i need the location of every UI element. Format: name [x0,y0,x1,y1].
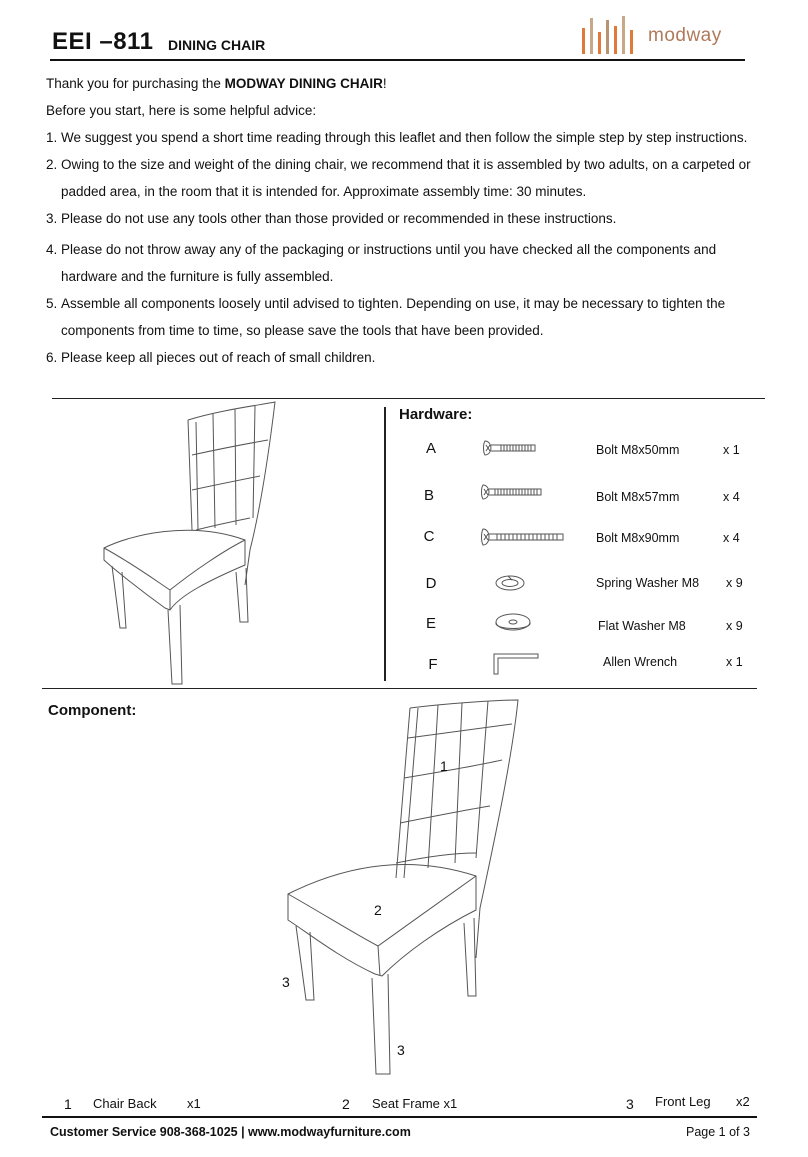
chair-illustration-icon [100,400,280,690]
hardware-letter: C [423,528,435,545]
part-name: Chair Back [93,1096,157,1111]
thanks-line [46,70,766,97]
advice-number: 2. [46,157,58,172]
footer-rule [42,1116,757,1118]
advice-item [46,205,766,232]
part-number: 3 [626,1096,634,1112]
advice-text: Owing to the size and weight of the dining chair, we recommend that it is assembled by two adults, on a carpeted or padded area, in the room that it is intended for. Approximate assembly time: 30 minutes. [61,157,751,199]
thanks-prefix: Thank you for purchasing the [46,76,225,91]
logo-bar [582,28,585,54]
hardware-qty: x 1 [726,655,743,669]
advice-text: Please do not use any tools other than those provided or recommended in these instructions. [61,211,617,226]
page-number: Page 1 of 3 [686,1125,750,1139]
callout-back: 1 [440,758,448,774]
thanks-bold: MODWAY DINING CHAIR [224,76,383,91]
hardware-name: Allen Wrench [603,655,678,669]
part-qty: x1 [187,1096,201,1111]
advice-item [46,290,766,344]
logo-bar [598,32,601,54]
advice-line: Before you start, here is some helpful advice: [46,103,317,118]
hardware-letter: B [423,487,434,504]
hardware-qty: x 9 [726,619,743,633]
hardware-name: Flat Washer M8 [598,619,686,633]
part-number: 1 [64,1096,72,1112]
hardware-title: Hardware: [399,406,473,423]
part-qty: x2 [736,1094,750,1109]
advice-text: Please keep all pieces out of reach of small children. [61,350,376,365]
model-number: EEI –811 [52,28,154,55]
hardware-qty: x 4 [723,531,740,545]
advice-item [46,151,766,205]
advice-item [46,344,766,371]
advice-number: 4. [46,242,58,257]
callout-leg: 3 [282,974,290,990]
component-title: Component: [48,702,137,719]
advice-number: 1. [46,130,58,145]
advice-item [46,124,766,151]
hardware-name: Spring Washer M8 [596,576,700,590]
logo-bar [622,16,625,54]
customer-service: Customer Service 908-368-1025 | www.modwayfurniture.com [50,1125,411,1139]
bolt-medium-icon [481,483,547,501]
header-rule [50,59,745,61]
hardware-name: Bolt M8x50mm [596,443,680,457]
thanks-suffix: ! [382,76,387,91]
callout-seat: 2 [374,902,382,918]
hardware-qty: x 1 [723,443,740,457]
logo-bar [614,26,617,54]
hardware-letter: A [425,440,436,457]
intro-section [46,70,766,371]
hardware-letter: F [428,656,438,673]
hardware-qty: x 4 [723,490,740,504]
advice-number: 6. [46,350,58,365]
flat-washer-icon [493,612,533,634]
logo-bar [590,18,593,54]
logo-bar [630,30,633,54]
hardware-letter: E [425,615,436,632]
part-name: Seat Frame x1 [372,1096,458,1111]
part-number: 2 [342,1096,350,1112]
advice-text: Assemble all components loosely until advised to tighten. Depending on use, it may be necessary to tighten the components from time to time, so please save the tools that have been provided. [61,296,726,338]
hardware-name: Bolt M8x57mm [596,490,680,504]
hardware-letter: D [425,575,437,592]
advice-item [46,236,766,290]
hardware-qty: x 9 [726,576,743,590]
hardware-divider [384,407,386,681]
callout-leg: 3 [397,1042,405,1058]
allen-wrench-icon [488,650,542,678]
advice-text: Please do not throw away any of the packaging or instructions until you have checked all the components and hardware and the furniture is fully assembled. [61,242,717,284]
bolt-short-icon [483,439,543,457]
advice-text: We suggest you spend a short time reading through this leaflet and then follow the simple step by step instructions. [61,130,748,145]
hardware-name: Bolt M8x90mm [596,531,680,545]
part-name: Front Leg [655,1094,711,1109]
brand-name: modway [648,25,722,46]
document-title: DINING CHAIR [168,37,266,53]
spring-washer-icon [494,573,528,593]
advice-number: 3. [46,211,58,226]
advice-number: 5. [46,296,58,311]
bolt-long-icon [481,527,567,547]
hardware-top-rule [52,398,765,399]
logo-bar [606,20,609,54]
chair-exploded-illustration-icon [280,698,530,1088]
